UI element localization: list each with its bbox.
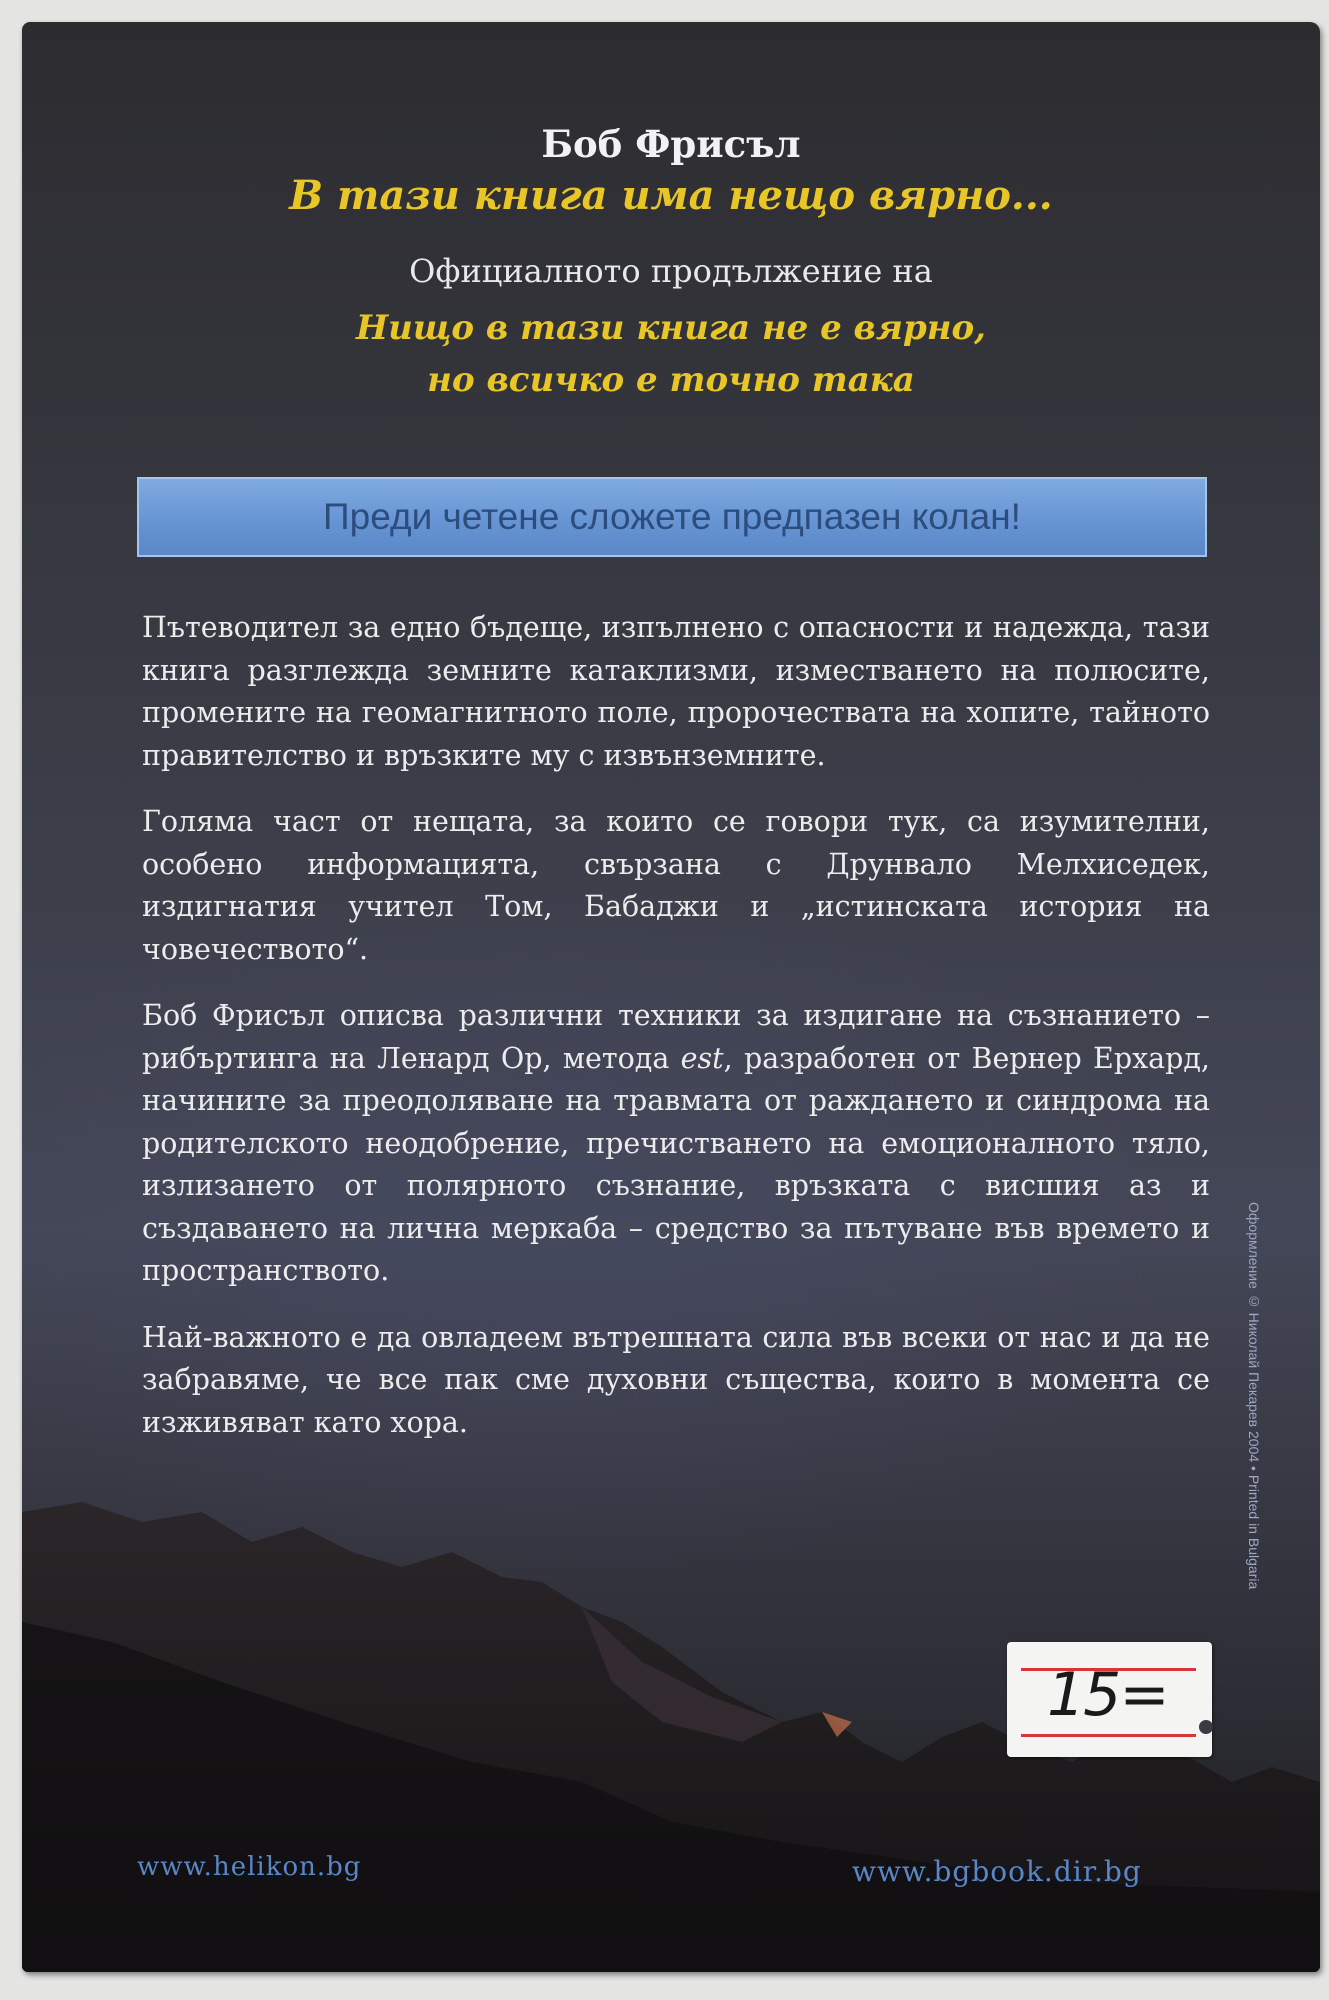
warning-banner-text: Преди четене сложете предпазен колан! [323,496,1021,537]
book-title: В тази книга има нещо вярно... [289,172,1053,219]
publisher-url: www.helikon.bg [137,1852,362,1882]
author-name: Боб Фрисъл [541,122,801,166]
blurb [142,607,1210,1468]
price-sticker [1007,1642,1212,1757]
sticker-notch [1199,1720,1213,1734]
distributor-url: www.bgbook.dir.bg [852,1855,1142,1888]
blurb-paragraph-2: Голяма част от нещата, за които се говори тук, са изумителни, особено информацията, свързана с Друнвало Мелхиседек, издигнатия учител Том, Бабаджи и „истинската история на човечеството“. [142,805,1210,966]
subtitle: Официалното продължение на [409,252,933,290]
blurb-est-term: est [680,1041,724,1075]
warning-banner [137,477,1207,557]
handwritten-price: 15= [1047,1660,1168,1730]
design-credits: Оформление © Николай Пекарев 2004 • Printed in Bulgaria [1246,1202,1262,1590]
prequel-title [22,302,1320,406]
prequel-title-line-2: но всичко е точно така [427,360,915,400]
prequel-title-line-1: Нищо в тази книга не е вярно, [355,308,987,348]
blurb-paragraph-3 [142,995,1210,1293]
sticker-line-bottom [1021,1734,1196,1737]
blurb-paragraph-4: Най-важното е да овладеем вътрешната сила във всеки от нас и да не забравяме, че все пак сме духовни същества, които в момента се изживяват като хора. [142,1320,1210,1439]
blurb-paragraph-3-end: , разработен от Вернер Ерхард, начините за преодоляване на травмата от раждането и синдрома на родителското неодобрение, пречистването на емоционалното тяло, излизането от полярното съзнание, връзката с висшия аз и създаването на лична меркаба – средство за пътуване във времето и пространството. [142,1041,1210,1287]
book-back-cover [22,22,1320,1972]
blurb-paragraph-1: Пътеводител за едно бъдеще, изпълнено с опасности и надежда, тази книга разглежда земните катаклизми, изместването на полюсите, промените на геомагнитното поле, пророчествата на хопите, тайното правителство и връзките му с извънземните. [142,611,1210,772]
blurb-paragraph-3-start: Боб Фрисъл описва различни техники за издигане на съзнанието – рибъртинга на Ленард Ор, метода [142,999,1210,1075]
